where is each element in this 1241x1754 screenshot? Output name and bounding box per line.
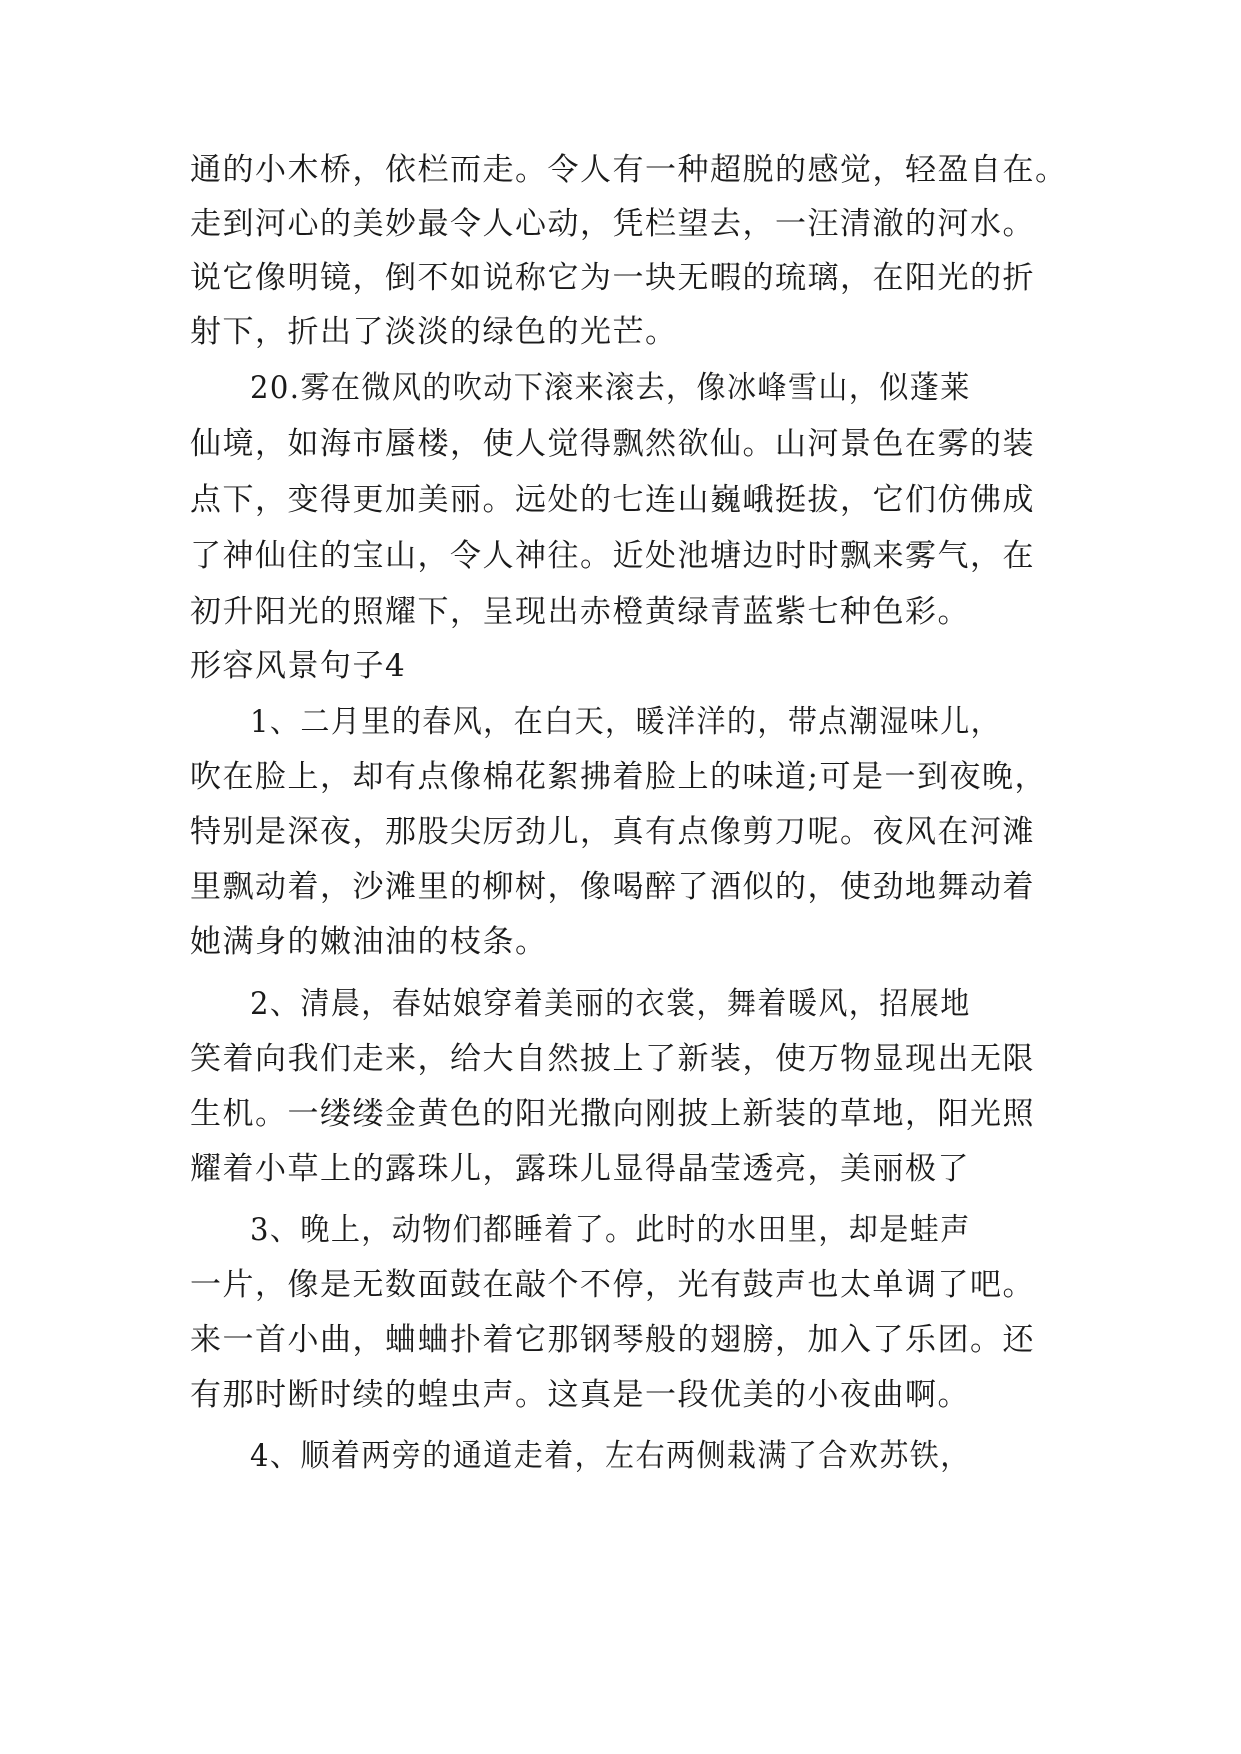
- text-line: 里飘动着，沙滩里的柳树，像喝醉了酒似的，使劲地舞动着: [190, 869, 1035, 905]
- text-line: 吹在脸上，却有点像棉花絮拂着脸上的味道;可是一到夜晚，: [190, 759, 1047, 795]
- text-line: 点下，变得更加美丽。远处的七连山巍峨挺拔，它们仿佛成: [190, 482, 1035, 518]
- section-heading: 形容风景句子4: [190, 648, 407, 684]
- paragraph-4-first-line: 4、顺着两旁的通道走着，左右两侧栽满了合欢苏铁，: [250, 1438, 971, 1474]
- text-line: 走到河心的美妙最令人心动，凭栏望去，一汪清澈的河水。: [190, 206, 1035, 242]
- text-line: 通的小木桥，依栏而走。令人有一种超脱的感觉，轻盈自在。: [190, 152, 1068, 188]
- text-line: 特别是深夜，那股尖厉劲儿，真有点像剪刀呢。夜风在河滩: [190, 814, 1035, 850]
- text-line: 有那时断时续的蝗虫声。这真是一段优美的小夜曲啊。: [190, 1377, 970, 1413]
- text-line: 了神仙住的宝山，令人神往。近处池塘边时时飘来雾气，在: [190, 538, 1035, 574]
- text-line: 生机。一缕缕金黄色的阳光撒向刚披上新装的草地，阳光照: [190, 1096, 1035, 1132]
- paragraph-3-first-line: 3、晚上，动物们都睡着了。此时的水田里，却是蛙声: [250, 1212, 971, 1248]
- text-line: 笑着向我们走来，给大自然披上了新装，使万物显现出无限: [190, 1041, 1035, 1077]
- paragraph-1-first-line: 1、二月里的春风，在白天，暖洋洋的，带点潮湿味儿，: [250, 704, 1002, 740]
- text-line: 一片，像是无数面鼓在敲个不停，光有鼓声也太单调了吧。: [190, 1267, 1035, 1303]
- text-line: 初升阳光的照耀下，呈现出赤橙黄绿青蓝紫七种色彩。: [190, 594, 970, 630]
- paragraph-20-first-line: 20.雾在微风的吹动下滚来滚去，像冰峰雪山，似蓬莱: [250, 370, 971, 406]
- text-line: 来一首小曲，蛐蛐扑着它那钢琴般的翅膀，加入了乐团。还: [190, 1322, 1035, 1358]
- text-line: 仙境，如海市蜃楼，使人觉得飘然欲仙。山河景色在雾的装: [190, 426, 1035, 462]
- text-line: 耀着小草上的露珠儿，露珠儿显得晶莹透亮，美丽极了: [190, 1151, 970, 1187]
- text-line: 说它像明镜，倒不如说称它为一块无暇的琉璃，在阳光的折: [190, 260, 1035, 296]
- text-line: 她满身的嫩油油的枝条。: [190, 924, 548, 960]
- text-line: 射下，折出了淡淡的绿色的光芒。: [190, 314, 678, 350]
- paragraph-2-first-line: 2、清晨，春姑娘穿着美丽的衣裳，舞着暖风，招展地: [250, 986, 971, 1022]
